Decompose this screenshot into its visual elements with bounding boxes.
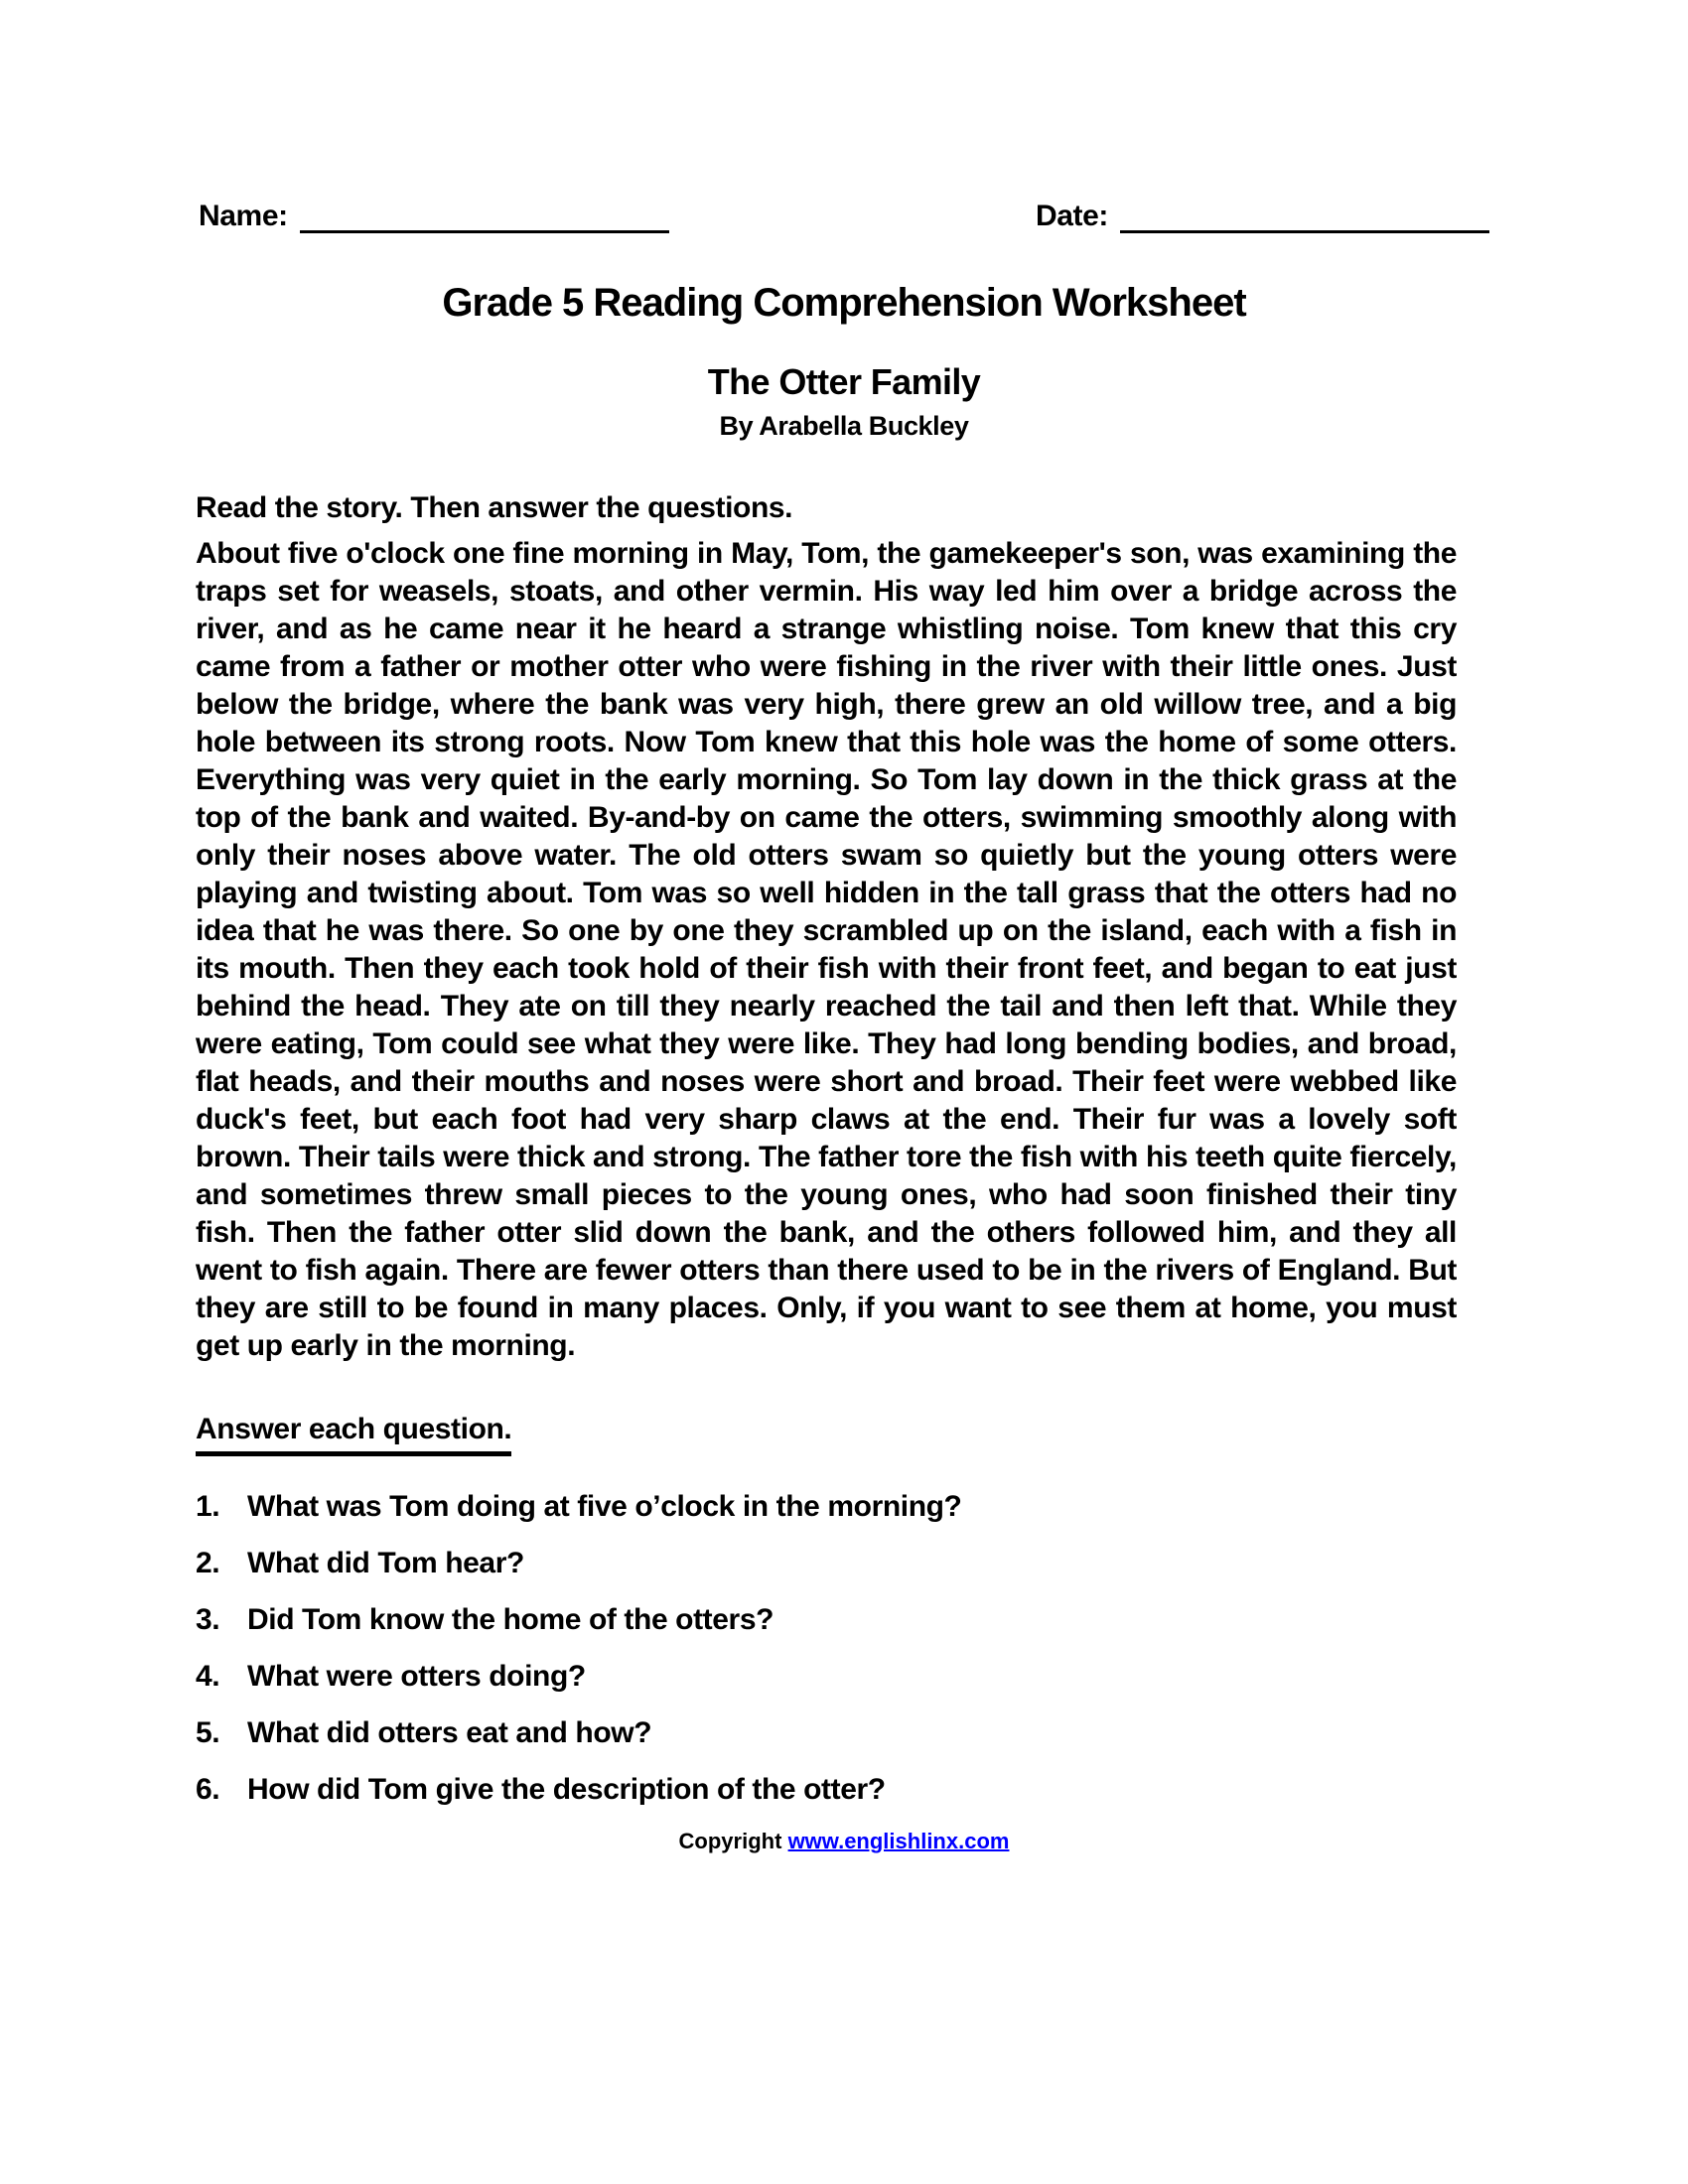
answer-heading: Answer each question. — [196, 1411, 511, 1456]
question-text: Did Tom know the home of the otters? — [247, 1603, 774, 1636]
date-label: Date: — [1035, 200, 1108, 232]
question-number: 4. — [196, 1660, 220, 1693]
question-list — [196, 1488, 1457, 1809]
question-text: What were otters doing? — [247, 1660, 586, 1693]
name-blank-line — [300, 199, 669, 233]
question-item — [196, 1488, 1457, 1526]
question-number: 6. — [196, 1773, 220, 1806]
worksheet-title: Grade 5 Reading Comprehension Worksheet — [442, 281, 1246, 325]
story-byline: By Arabella Buckley — [719, 411, 969, 441]
main-column — [196, 489, 1457, 1809]
copyright-link[interactable]: www.englishlinx.com — [787, 1829, 1010, 1853]
copyright-label: Copyright — [678, 1829, 782, 1853]
instructions-text: Read the story. Then answer the questions. — [196, 491, 793, 524]
question-item — [196, 1771, 1457, 1809]
question-number: 2. — [196, 1547, 220, 1579]
question-text: What did otters eat and how? — [247, 1716, 652, 1749]
question-text: What did Tom hear? — [247, 1547, 524, 1579]
question-item — [196, 1658, 1457, 1696]
date-blank-line — [1120, 199, 1489, 233]
story-text: About five o'clock one fine morning in May, Tom, the gamekeeper's son, was examining the traps set for weasels, stoats, and other vermin. His way led him over a bridge across the river, and as he came near it he heard a strange whistling noise. Tom knew that this cry came from a father or mother otter who were fishing in the river with their little ones. Just below the bridge, where the bank was very high, there grew an old willow tree, and a big hole between its strong roots. Now Tom knew that this hole was the home of some otters. Everything was very quiet in the early morning. So Tom lay down in the thick grass at the top of the bank and waited. By-and-by on came the otters, swimming smoothly along with only their noses above water. The old otters swam so quietly but the young otters were playing and twisting about. Tom was so well hidden in the tall grass that the otters had no idea that he was there. So one by one they scrambled up on the island, each with a fish in its mouth. Then they each took hold of their fish with their front feet, and began to eat just behind the head. They ate on till they nearly reached the tail and then left that. While they were eating, Tom could see what they were like. They had long bending bodies, and broad, flat heads, and their mouths and noses were short and broad. Their feet were webbed like duck's feet, but each foot had very sharp claws at the end. Their fur was a lovely soft brown. Their tails were thick and strong. The father tore the fish with his teeth quite fiercely, and sometimes threw small pieces to the young ones, who had soon finished their tiny fish. Then the father otter slid down the bank, and the others followed him, and they all went to fish again. There are fewer otters than there used to be in the rivers of England. But they are still to be found in many places. Only, if you want to see them at home, you must get up early in the morning. — [196, 537, 1457, 1362]
header-fields — [199, 0, 1489, 233]
question-number: 5. — [196, 1716, 220, 1749]
answer-heading-wrap — [196, 1411, 1457, 1456]
name-label: Name: — [199, 200, 288, 232]
question-number: 3. — [196, 1603, 220, 1636]
copyright-line — [0, 1828, 1688, 1855]
story-title: The Otter Family — [707, 361, 981, 402]
question-number: 1. — [196, 1490, 220, 1523]
question-text: What was Tom doing at five o’clock in the morning? — [247, 1490, 962, 1523]
name-field — [199, 199, 669, 233]
question-text: How did Tom give the description of the otter? — [247, 1773, 886, 1806]
question-item — [196, 1545, 1457, 1582]
question-item — [196, 1714, 1457, 1752]
date-field — [1036, 199, 1489, 233]
question-item — [196, 1601, 1457, 1639]
